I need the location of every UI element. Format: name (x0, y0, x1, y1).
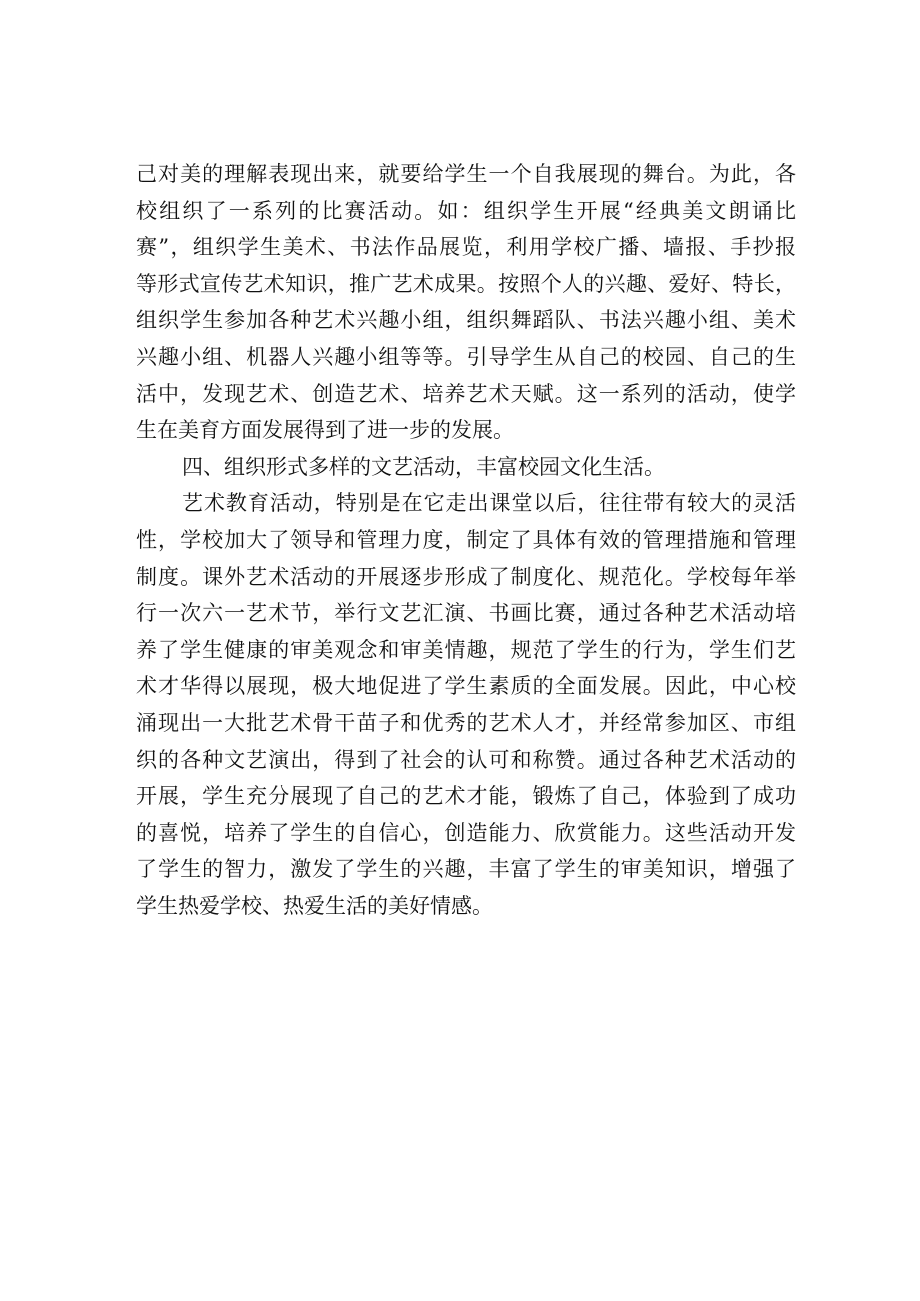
paragraph-line: 学生热爱学校、热爱生活的美好情感。 (136, 893, 493, 918)
paragraph-line: 组织学生参加各种艺术兴趣小组，组织舞蹈队、书法兴趣小组、美术 (136, 308, 796, 333)
paragraph-line: 艺术教育活动，特别是在它走出课堂以后，往往带有较大的灵活 (182, 491, 796, 516)
paragraph-line: 行一次六一艺术节，举行文艺汇演、书画比赛，通过各种艺术活动培 (136, 601, 796, 626)
paragraph-line: 等形式宣传艺术知识，推广艺术成果。按照个人的兴趣、爱好、特长， (136, 271, 796, 296)
paragraph-line: 术才华得以展现，极大地促进了学生素质的全面发展。因此，中心校 (136, 674, 796, 699)
paragraph-line: 开展，学生充分展现了自己的艺术才能，锻炼了自己，体验到了成功 (136, 784, 796, 809)
section-heading: 四、组织形式多样的文艺活动，丰富校园文化生活。 (182, 454, 665, 479)
paragraph-line: 织的各种文艺演出，得到了社会的认可和称赞。通过各种艺术活动的 (136, 747, 796, 772)
paragraph-line: 活中，发现艺术、创造艺术、培养艺术天赋。这一系列的活动，使学 (136, 381, 796, 406)
paragraph-line: 兴趣小组、机器人兴趣小组等等。引导学生从自己的校园、自己的生 (136, 344, 796, 369)
paragraph-line: 校组织了一系列的比赛活动。如：组织学生开展“经典美文朗诵比 (136, 198, 796, 223)
paragraph-line: 性，学校加大了领导和管理力度，制定了具体有效的管理措施和管理 (136, 527, 796, 552)
paragraph-line: 制度。课外艺术活动的开展逐步形成了制度化、规范化。学校每年举 (136, 564, 796, 589)
paragraph-line: 的喜悦，培养了学生的自信心，创造能力、欣赏能力。这些活动开发 (136, 820, 796, 845)
body-text (136, 156, 796, 924)
paragraph-line: 己对美的理解表现出来，就要给学生一个自我展现的舞台。为此，各 (136, 162, 796, 186)
paragraph-line: 生在美育方面发展得到了进一步的发展。 (136, 418, 514, 443)
paragraph-line: 赛”，组织学生美术、书法作品展览，利用学校广播、墙报、手抄报 (136, 235, 796, 260)
paragraph-line: 养了学生健康的审美观念和审美情趣，规范了学生的行为，学生们艺 (136, 637, 796, 662)
paragraph-line: 涌现出一大批艺术骨干苗子和优秀的艺术人才，并经常参加区、市组 (136, 710, 796, 735)
paragraph-line: 了学生的智力，激发了学生的兴趣，丰富了学生的审美知识，增强了 (136, 857, 796, 882)
